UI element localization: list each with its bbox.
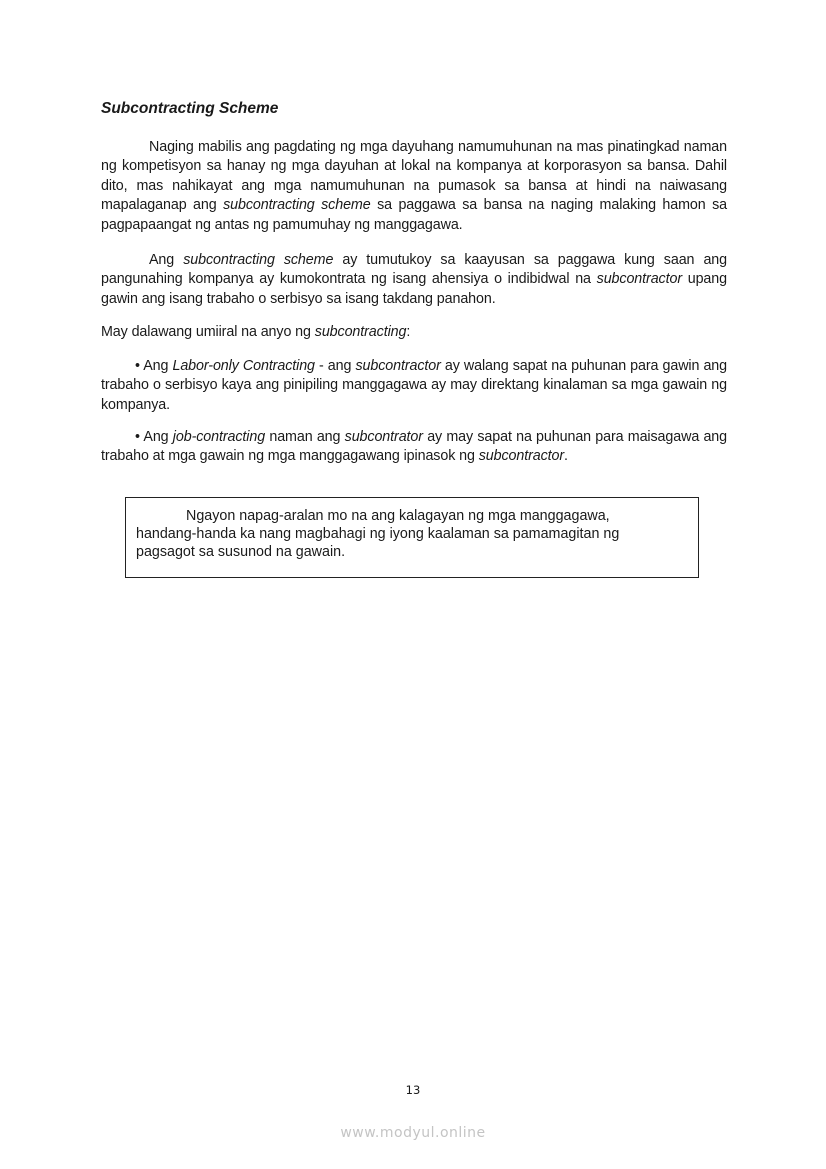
text: Ang bbox=[139, 429, 173, 445]
emphasis: subcontractor bbox=[355, 358, 441, 374]
bullet-icon: • bbox=[135, 358, 140, 374]
emphasis: Labor-only Contracting bbox=[172, 358, 315, 374]
emphasis: subcontracting scheme bbox=[183, 252, 334, 268]
note-line: Ngayon napag-aralan mo na ang kalagayan ng mga manggagawa, bbox=[186, 508, 610, 524]
emphasis: job-contracting bbox=[172, 429, 266, 445]
emphasis: subcontrator bbox=[344, 429, 423, 445]
watermark: www.modyul.online bbox=[340, 1125, 486, 1141]
emphasis: subcontractor bbox=[478, 448, 565, 465]
note-line: pagsagot sa susunod na gawain. bbox=[136, 544, 346, 560]
note-line: handang-handa ka nang magbahagi ng iyong kaalaman sa pamamagitan ng bbox=[136, 526, 620, 542]
emphasis: subcontracting scheme bbox=[223, 197, 371, 214]
note-box bbox=[125, 497, 699, 578]
paragraph-intro bbox=[101, 138, 727, 235]
text: naman ang bbox=[265, 429, 345, 445]
text: . bbox=[564, 448, 568, 465]
text: Naging mabilis ang pagdating ng mga dayuhang namumuhunan na mas pinatingkad naman ng kompetisyon sa hanay ng mga dayuhan at lokal na kompanya at korporasyon sa bansa. Dahil dito, mas nahikayat ang mga namumuhunan na pumasok sa bansa at hindi na naiwasang mapalaganap ang bbox=[101, 139, 727, 214]
text: sa paggawa sa bansa na naging malaking hamon sa pagpapaangat ng antas ng pamumuhay ng manggagawa. bbox=[101, 197, 728, 233]
section-heading: Subcontracting Scheme bbox=[101, 100, 279, 117]
text: ay walang sapat na puhunan para gawin ang trabaho o serbisyo kaya ang pinipiling manggagawa ay may direktang kinalaman sa mga gawain ng kompanya. bbox=[101, 358, 728, 413]
text: Ang bbox=[139, 358, 173, 374]
text: - ang bbox=[314, 358, 356, 374]
bullet-labor-only bbox=[101, 357, 727, 415]
paragraph-types-intro bbox=[101, 323, 727, 342]
emphasis: subcontractor bbox=[596, 271, 682, 288]
text: Ang bbox=[149, 252, 184, 268]
text: : bbox=[406, 324, 411, 340]
page-number: 13 bbox=[405, 1083, 421, 1097]
text: ay may sapat na puhunan para maisagawa ang trabaho at mga gawain ng mga manggagawang ipinasok ng bbox=[101, 429, 728, 465]
text: upang gawin ang isang trabaho o serbisyo sa isang takdang panahon. bbox=[101, 271, 727, 307]
note-text bbox=[136, 507, 676, 561]
bullet-job-contracting bbox=[101, 428, 727, 467]
bullet-icon: • bbox=[135, 429, 140, 445]
emphasis: subcontracting bbox=[314, 324, 407, 340]
text: ay tumutukoy sa kaayusan sa paggawa kung saan ang pangunahing kompanya ay kumokontrata ng isang ahensiya o indibidwal na bbox=[101, 252, 728, 288]
text: May dalawang umiiral na anyo ng bbox=[101, 324, 315, 340]
paragraph-definition bbox=[101, 251, 727, 309]
